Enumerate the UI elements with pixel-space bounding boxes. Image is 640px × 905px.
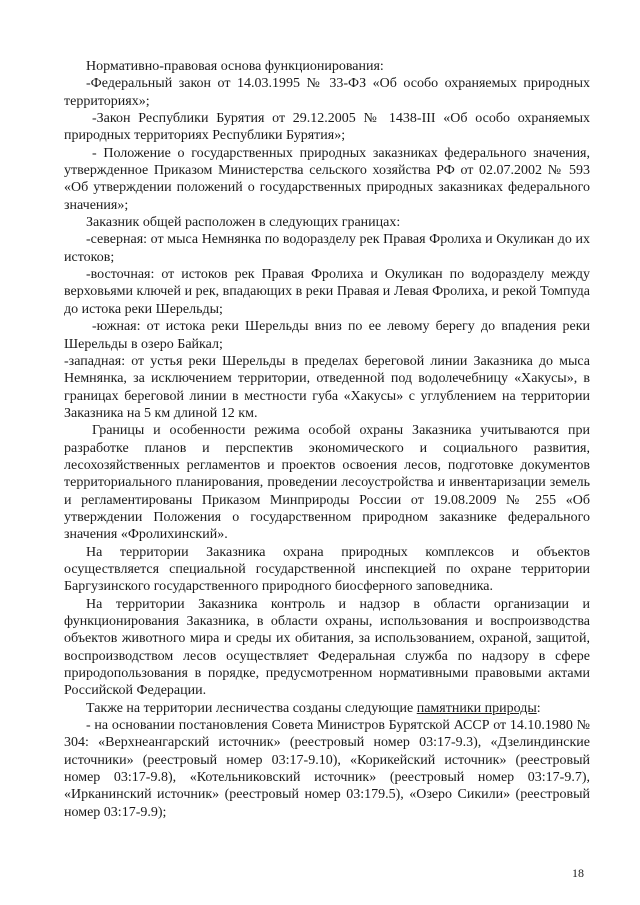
paragraph-protection-regime: Границы и особенности режима особой охраны Заказника учитываются при разработке планов и перспектив экономического и социального развития, лесохозяйственных регламентов и проектов освоения лесов, подготовке документов территориального планирования, проведении лесоустройства и инвентаризации земель и регламентированы Приказом Минприроды России от 19.08.2009 № 255 «Об утверждении Положения о государственном природном заказнике федерального значения «Фролихинский». xyxy=(64,423,590,543)
nature-monuments-colon: : xyxy=(536,700,541,716)
paragraph-federal-law: -Федеральный закон от 14.03.1995 № 33-ФЗ «Об особо охраняемых природных территориях»; xyxy=(64,76,590,109)
paragraph-regulation: - Положение о государственных природных заказниках федерального значения, утвержденное Приказом Министерства сельского хозяйства РФ от 02.07.2002 № 593 «Об утверждении положений о государственных природных заказниках федерального значения»; xyxy=(64,145,590,213)
page-number: 18 xyxy=(572,866,584,880)
paragraph-boundaries-intro: Заказник общей расположен в следующих границах: xyxy=(86,215,401,231)
paragraph-south-boundary: -южная: от истока реки Шерельды вниз по ее левому берегу до впадения реки Шерельды в озеро Байкал; xyxy=(64,319,590,352)
paragraph-east-boundary: -восточная: от истоков рек Правая Фролиха и Окуликан по водоразделу между верховьями ключей и рек, впадающих в реки Правая и Левая Фролиха, и рекой Томпуда до истока реки Шерельды; xyxy=(64,267,590,317)
paragraph-nature-monuments xyxy=(64,700,590,717)
paragraph-buryatia-law: -Закон Республики Бурятия от 29.12.2005 № 1438-III «Об особо охраняемых природных территориях Республики Бурятия»; xyxy=(64,111,590,144)
nature-monuments-link: памятники природы xyxy=(416,700,537,716)
paragraph-supervision: На территории Заказника контроль и надзор в области организации и функционирования Заказника, в области охраны, использования и воспроизводства объектов животного мира и среды их обитания, за использованием, охраной, защитой, воспроизводством лесов осуществляет Федеральная служба по надзору в сфере природопользования в порядке, предусмотренном нормативными правовыми актами Российской Федерации. xyxy=(64,596,590,699)
paragraph-north-boundary: -северная: от мыса Немнянка по водоразделу рек Правая Фролиха и Окуликан до их истоков; xyxy=(64,232,590,265)
paragraph-west-boundary: -западная: от устья реки Шерельды в пределах береговой линии Заказника до мыса Немнянка, за исключением территории, отведенной под водолечебницу «Хакусы», в границах береговой линии в местности губа «Хакусы» с углублением на территории Заказника на 5 км длиной 12 км. xyxy=(64,353,590,421)
paragraph-legal-basis-heading: Нормативно-правовая основа функционирования: xyxy=(86,59,384,74)
nature-monuments-intro: Также на территории лесничества созданы следующие xyxy=(86,700,417,716)
paragraph-monuments-list: - на основании постановления Совета Министров Бурятской АССР от 14.10.1980 № 304: «Верхнеангарский источник» (реестровый номер 03:17-9.3), «Дзелиндинские источники» (реестровый номер 03:17-9.10), «Корикейский источник» (реестровый номер 03:17-9.8), «Котельниковский источник» (реестровый номер 03:17-9.7), «Иркaнинский источник» (реестровый номер 03:179.5), «Озеро Сикили» (реестровый номер 03:17-9.9); xyxy=(64,718,590,820)
paragraph-inspection: На территории Заказника охрана природных комплексов и объектов осуществляется специальной государственной инспекцией по охране территории Баргузинского государственного природного биосферного заповедника. xyxy=(64,544,590,595)
document-body xyxy=(64,58,590,821)
